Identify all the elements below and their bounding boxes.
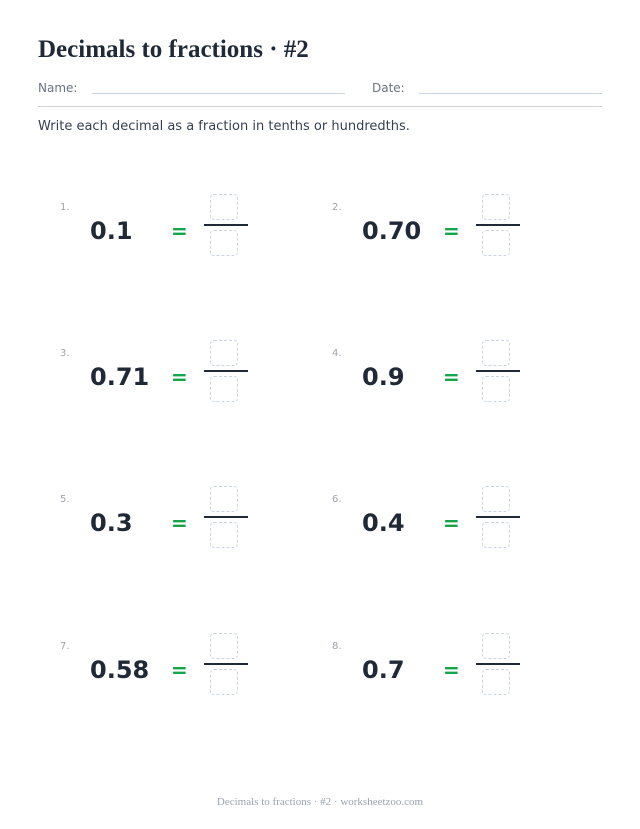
fraction-bar xyxy=(476,370,520,372)
problem-item xyxy=(60,202,310,282)
fraction-answer xyxy=(204,194,248,260)
fraction-answer xyxy=(204,633,248,699)
numerator-box[interactable] xyxy=(482,486,510,512)
fraction-answer xyxy=(476,486,520,552)
decimal-value: 0.71 xyxy=(90,363,150,391)
denominator-box[interactable] xyxy=(482,522,510,548)
footer-credit: Decimals to fractions · #2 · worksheetzoo.com xyxy=(216,796,424,808)
equals-sign: = xyxy=(171,219,188,243)
date-field-line[interactable] xyxy=(419,93,602,94)
name-field-line[interactable] xyxy=(92,93,345,94)
denominator-box[interactable] xyxy=(482,669,510,695)
fraction-bar xyxy=(476,516,520,518)
problem-item xyxy=(332,641,582,721)
problem-number: 1. xyxy=(60,202,70,213)
problem-number: 5. xyxy=(60,494,70,505)
worksheet-title: Decimals to fractions · #2 xyxy=(38,36,309,63)
problem-item xyxy=(60,348,310,428)
fraction-answer xyxy=(204,486,248,552)
equals-sign: = xyxy=(171,365,188,389)
denominator-box[interactable] xyxy=(210,376,238,402)
problem-number: 3. xyxy=(60,348,70,359)
decimal-value: 0.70 xyxy=(362,217,422,245)
fraction-answer xyxy=(476,633,520,699)
fraction-answer xyxy=(476,194,520,260)
equals-sign: = xyxy=(171,511,188,535)
problem-item xyxy=(60,641,310,721)
numerator-box[interactable] xyxy=(482,194,510,220)
numerator-box[interactable] xyxy=(210,340,238,366)
fraction-bar xyxy=(204,663,248,665)
fraction-bar xyxy=(476,224,520,226)
name-label: Name: xyxy=(38,81,78,95)
fraction-answer xyxy=(476,340,520,406)
fraction-bar xyxy=(204,516,248,518)
problem-item xyxy=(332,202,582,282)
equals-sign: = xyxy=(443,511,460,535)
denominator-box[interactable] xyxy=(210,669,238,695)
fraction-answer xyxy=(204,340,248,406)
name-date-row xyxy=(38,78,602,107)
numerator-box[interactable] xyxy=(482,340,510,366)
numerator-box[interactable] xyxy=(482,633,510,659)
equals-sign: = xyxy=(171,658,188,682)
fraction-bar xyxy=(204,370,248,372)
instructions: Write each decimal as a fraction in tenths or hundredths. xyxy=(38,119,410,134)
denominator-box[interactable] xyxy=(210,522,238,548)
decimal-value: 0.3 xyxy=(90,509,133,537)
decimal-value: 0.9 xyxy=(362,363,405,391)
problem-number: 7. xyxy=(60,641,70,652)
problem-number: 2. xyxy=(332,202,342,213)
problem-number: 6. xyxy=(332,494,342,505)
date-label: Date: xyxy=(372,81,405,95)
problem-item xyxy=(60,494,310,574)
decimal-value: 0.58 xyxy=(90,656,150,684)
problem-number: 4. xyxy=(332,348,342,359)
denominator-box[interactable] xyxy=(210,230,238,256)
problem-item xyxy=(332,494,582,574)
numerator-box[interactable] xyxy=(210,486,238,512)
equals-sign: = xyxy=(443,219,460,243)
equals-sign: = xyxy=(443,365,460,389)
fraction-bar xyxy=(476,663,520,665)
numerator-box[interactable] xyxy=(210,194,238,220)
problem-number: 8. xyxy=(332,641,342,652)
problem-item xyxy=(332,348,582,428)
decimal-value: 0.7 xyxy=(362,656,405,684)
numerator-box[interactable] xyxy=(210,633,238,659)
decimal-value: 0.4 xyxy=(362,509,405,537)
decimal-value: 0.1 xyxy=(90,217,133,245)
denominator-box[interactable] xyxy=(482,376,510,402)
equals-sign: = xyxy=(443,658,460,682)
denominator-box[interactable] xyxy=(482,230,510,256)
fraction-bar xyxy=(204,224,248,226)
